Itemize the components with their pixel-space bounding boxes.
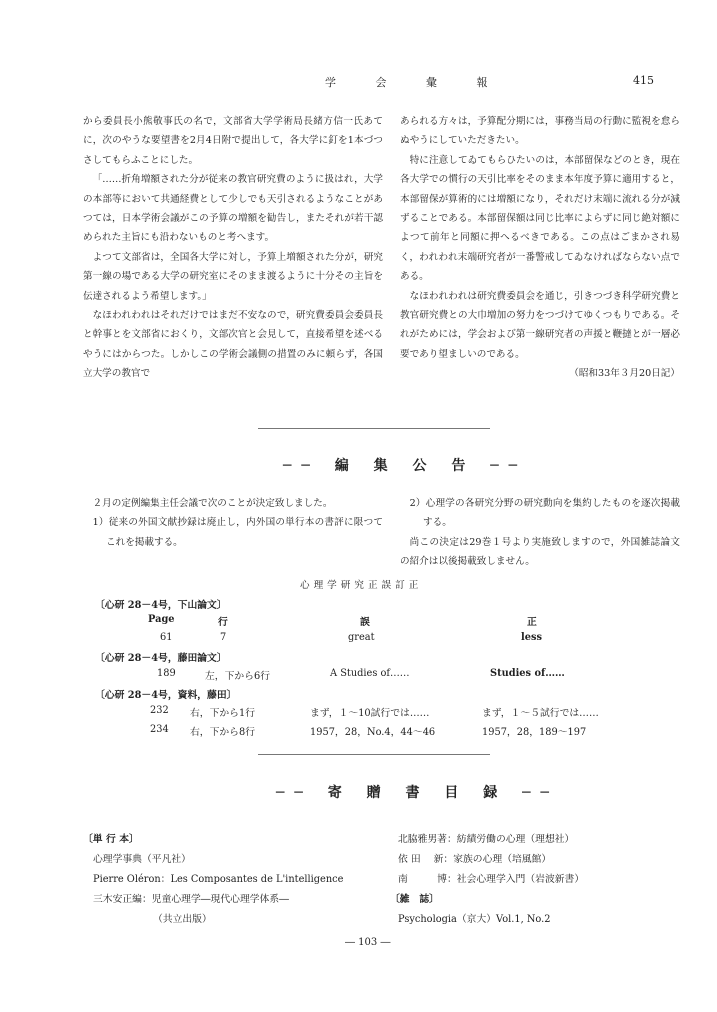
donation-item: 南 博：社会心理学入門（岩波新書） — [398, 874, 585, 885]
erratum-col-page: Page — [148, 614, 175, 625]
section-divider — [258, 428, 490, 429]
notice-intro: ２月の定例編集主任会議で次のことが決定致しました。 — [92, 498, 333, 509]
article-paragraph: あられる方々は，予算配分期には，事務当局の行動に監視を怠らぬやうにしていただきたい。 — [400, 116, 680, 147]
erratum-col-right: 正 — [527, 617, 537, 628]
donation-item: Psychologia（京大）Vol.1, No.2 — [398, 914, 551, 925]
page-number: 415 — [633, 74, 654, 87]
erratum-right: まず，１～５試行では…… — [482, 708, 599, 719]
article-paragraph: よつて文部省は，全国各大学に対し，予算上増額された分が，研究第一線の場である大学の研究室にそのまま渡るように十分その主旨を伝達されるよう希望します。」 — [83, 251, 383, 302]
article-left-column — [83, 112, 383, 384]
donations-category: 〔雑 誌〕 — [390, 894, 439, 905]
erratum-page: 189 — [157, 668, 176, 679]
donations-heading: ── 寄 贈 書 目 録 ── — [276, 785, 559, 801]
erratum-group-label: 〔心研 28－4号，下山論文〕 — [95, 600, 227, 611]
erratum-line: 7 — [220, 632, 227, 643]
donations-right-column — [390, 830, 585, 930]
article-paragraph: なほわれわれはそれだけではまだ不安なので，研究費委員会委員長と幹事とを文部省におくり，文部次官と会見して，直接希望を述べるやうにはからつた。しかしこの学術会議側の措置のみに頼らず，各国立大学の教官で — [83, 310, 383, 380]
erratum-right: Studies of…… — [490, 668, 565, 679]
article-paragraph: なほわれわれは研究費委員会を通じ，引きつづき科学研究費と教官研究費との大巾増加の努力をつづけてゆくつもりである。それがためには，学会および第一線研究者の声援と鞭撻とが一層必要であり望ましいのである。 — [400, 290, 680, 360]
donations-category: 〔単 行 本〕 — [83, 834, 139, 845]
erratum-group-label: 〔心研 28－4号，資料，藤田〕 — [95, 690, 237, 701]
erratum-page: 232 — [150, 705, 169, 716]
running-head: 学 会 彙 報 — [325, 76, 506, 89]
erratum-wrong: 1957，28，No.4，44～46 — [310, 727, 436, 738]
notice-right-column — [400, 494, 680, 572]
article-right-column — [400, 112, 680, 384]
donation-item: （共立出版） — [153, 914, 212, 925]
notice-note: 尚この決定は29巻１号より実施致しますので，外国雑誌論文の紹介は以後掲載致しません。 — [400, 536, 680, 568]
erratum-wrong: great — [348, 632, 375, 643]
erratum-wrong: まず，１～10試行では…… — [310, 708, 430, 719]
erratum-right: 1957，28，189～197 — [482, 727, 587, 738]
erratum-page: 61 — [160, 632, 173, 643]
notice-heading: ── 編 集 公 告 ── — [283, 458, 528, 474]
section-divider — [258, 754, 490, 755]
article-paragraph: 「……折角増額された分が従来の教官研究費のように扱はれ，大学の本部等において共通経費として少しでも天引されるようなことがあつては，日本学術会議がこの予算の増額を勧告し，またそれが若干認められた主旨にも沿わないものと考へます。 — [83, 174, 383, 244]
erratum-page: 234 — [150, 724, 169, 735]
erratum-line: 右，下から1行 — [190, 708, 256, 719]
erratum-title: 心理学研究正誤訂正 — [300, 580, 423, 591]
article-paragraph: 特に注意してゐてもらひたいのは，本部留保などのとき，現在各大学での慣行の天引比率をそのまま本年度予算に適用すると，本部留保が算術的には増額になり，それだけ末端に流れる分が減ずることである。本部留保額は同じ比率によらずに同じ絶対額によつて前年と同額に押へるべきである。この点はごまかされ易く，われわれ末端研究者が一番警戒してゐなければならない点である。 — [400, 154, 680, 283]
erratum-group-label: 〔心研 28－4号，藤田論文〕 — [95, 653, 227, 664]
donation-item: 心理学事典（平凡社） — [93, 854, 191, 865]
erratum-col-wrong: 誤 — [360, 617, 370, 628]
donation-item: 依 田 新：家族の心理（培風館） — [398, 854, 552, 865]
donation-item: Pierre Oléron：Les Composantes de L'intelligence — [93, 874, 344, 885]
donation-item: 北脇雅男著：紡績労働の心理（理想社） — [398, 834, 575, 845]
notice-item: 1）従来の外国文献抄録は廃止し，内外国の単行本の書評に限つてこれを掲載する。 — [92, 517, 383, 548]
donation-item: 三木安正編：児童心理学―現代心理学体系― — [93, 894, 289, 905]
erratum-col-line: 行 — [218, 617, 228, 628]
donations-left-column — [83, 830, 343, 930]
article-paragraph: から委員長小熊敬事氏の名で，文部省大学学術局長緒方信一氏あてに，次のやうな要望書を2月4日附で提出して，各大学に釘を1本づつさしてもらふことにした。 — [83, 116, 383, 166]
notice-item: 2）心理学の各研究分野の研究動向を集約したものを逐次掲載する。 — [409, 498, 680, 529]
erratum-wrong: A Studies of…… — [330, 668, 410, 679]
erratum-line: 右，下から8行 — [190, 727, 256, 738]
article-date: （昭和33年３月20日記） — [569, 368, 680, 380]
notice-left-column — [83, 494, 383, 552]
footer-page-number: ― 103 ― — [345, 937, 391, 948]
erratum-right: less — [521, 632, 542, 643]
erratum-line: 左，下から6行 — [205, 671, 271, 682]
